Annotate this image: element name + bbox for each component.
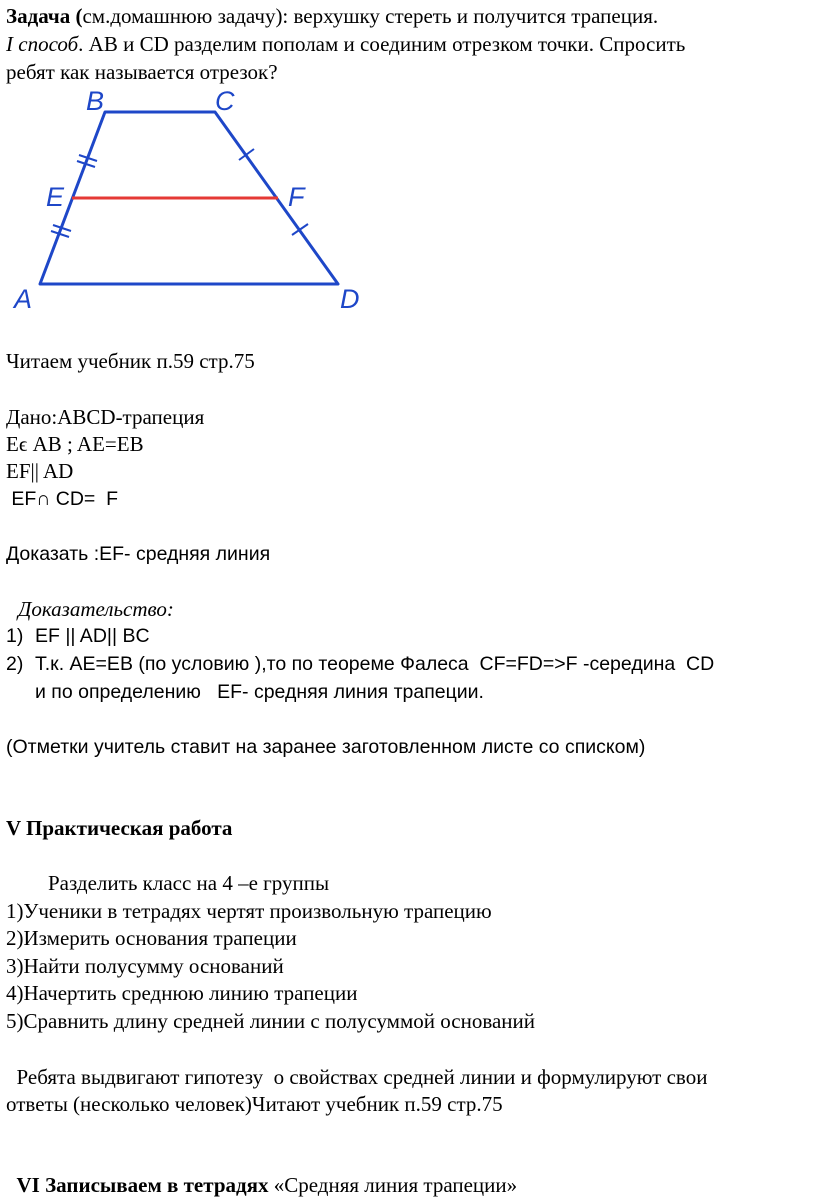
method-label: I способ <box>6 32 79 56</box>
label-d: D <box>340 284 360 314</box>
task-title: Задача ( <box>6 4 83 28</box>
practice-step-3: 3)Найти полусумму оснований <box>6 954 284 978</box>
label-c: C <box>215 86 235 116</box>
marks-note: (Отметки учитель ставит на заранее заготовленном листе со списком) <box>6 736 646 758</box>
given-line-4: EF∩ CD= F <box>6 488 119 510</box>
label-e: E <box>46 182 65 212</box>
given-line-2: Eϵ AB ; AE=EB <box>6 432 144 456</box>
reading-reference: Читаем учебник п.59 стр.75 <box>6 349 255 373</box>
trapezoid-figure <box>0 84 380 319</box>
proof-step-text: Т.к. AE=EB (по условию ),то по теореме Фалеса CF=FD=>F -середина CD <box>35 653 715 675</box>
task-description: см.домашнюю задачу): верхушку стереть и получится трапеция. <box>82 4 659 28</box>
method-line <box>6 31 685 57</box>
proof-step-number: 1) <box>6 625 24 647</box>
proof-step-2-continued: и по определению EF- средняя линия трапеции. <box>35 681 484 703</box>
groups-intro: Разделить класс на 4 –е группы <box>48 871 330 895</box>
section-v-heading: V Практическая работа <box>6 816 233 840</box>
task-line <box>6 3 658 29</box>
given-line-1: Дано:ABCD-трапеция <box>6 405 205 429</box>
prove-statement: Доказать :EF- средняя линия <box>6 543 271 565</box>
section-vi-title: «Средняя линия трапеции» <box>273 1173 518 1197</box>
proof-step-text: EF || AD|| BC <box>35 625 150 647</box>
section-vi-heading <box>6 1146 517 1198</box>
label-a: A <box>14 284 33 314</box>
practice-step-2: 2)Измерить основания трапеции <box>6 926 297 950</box>
given-line-3: EF|| AD <box>6 459 74 483</box>
proof-step-2 <box>6 651 715 677</box>
practice-step-1: 1)Ученики в тетрадях чертят произвольную трапецию <box>6 899 492 923</box>
practice-step-5: 5)Сравнить длину средней линии с полусуммой оснований <box>6 1009 535 1033</box>
label-f: F <box>288 182 305 212</box>
hypothesis-line-2: ответы (несколько человек)Читают учебник п.59 стр.75 <box>6 1092 503 1116</box>
proof-step-number: 2) <box>6 653 24 675</box>
section-vi-bold: VI Записываем в тетрадях <box>16 1173 274 1197</box>
proof-title: Доказательство: <box>18 597 174 621</box>
question-line: ребят как называется отрезок? <box>6 60 278 84</box>
label-b: B <box>86 86 105 116</box>
hypothesis-line-1: Ребята выдвигают гипотезу о свойствах средней линии и формулируют свои <box>6 1065 708 1089</box>
proof-step-1 <box>6 623 150 649</box>
method-text: . AB и CD разделим пополам и соединим отрезком точки. Спросить <box>78 32 686 56</box>
practice-step-4: 4)Начертить среднюю линию трапеции <box>6 981 358 1005</box>
